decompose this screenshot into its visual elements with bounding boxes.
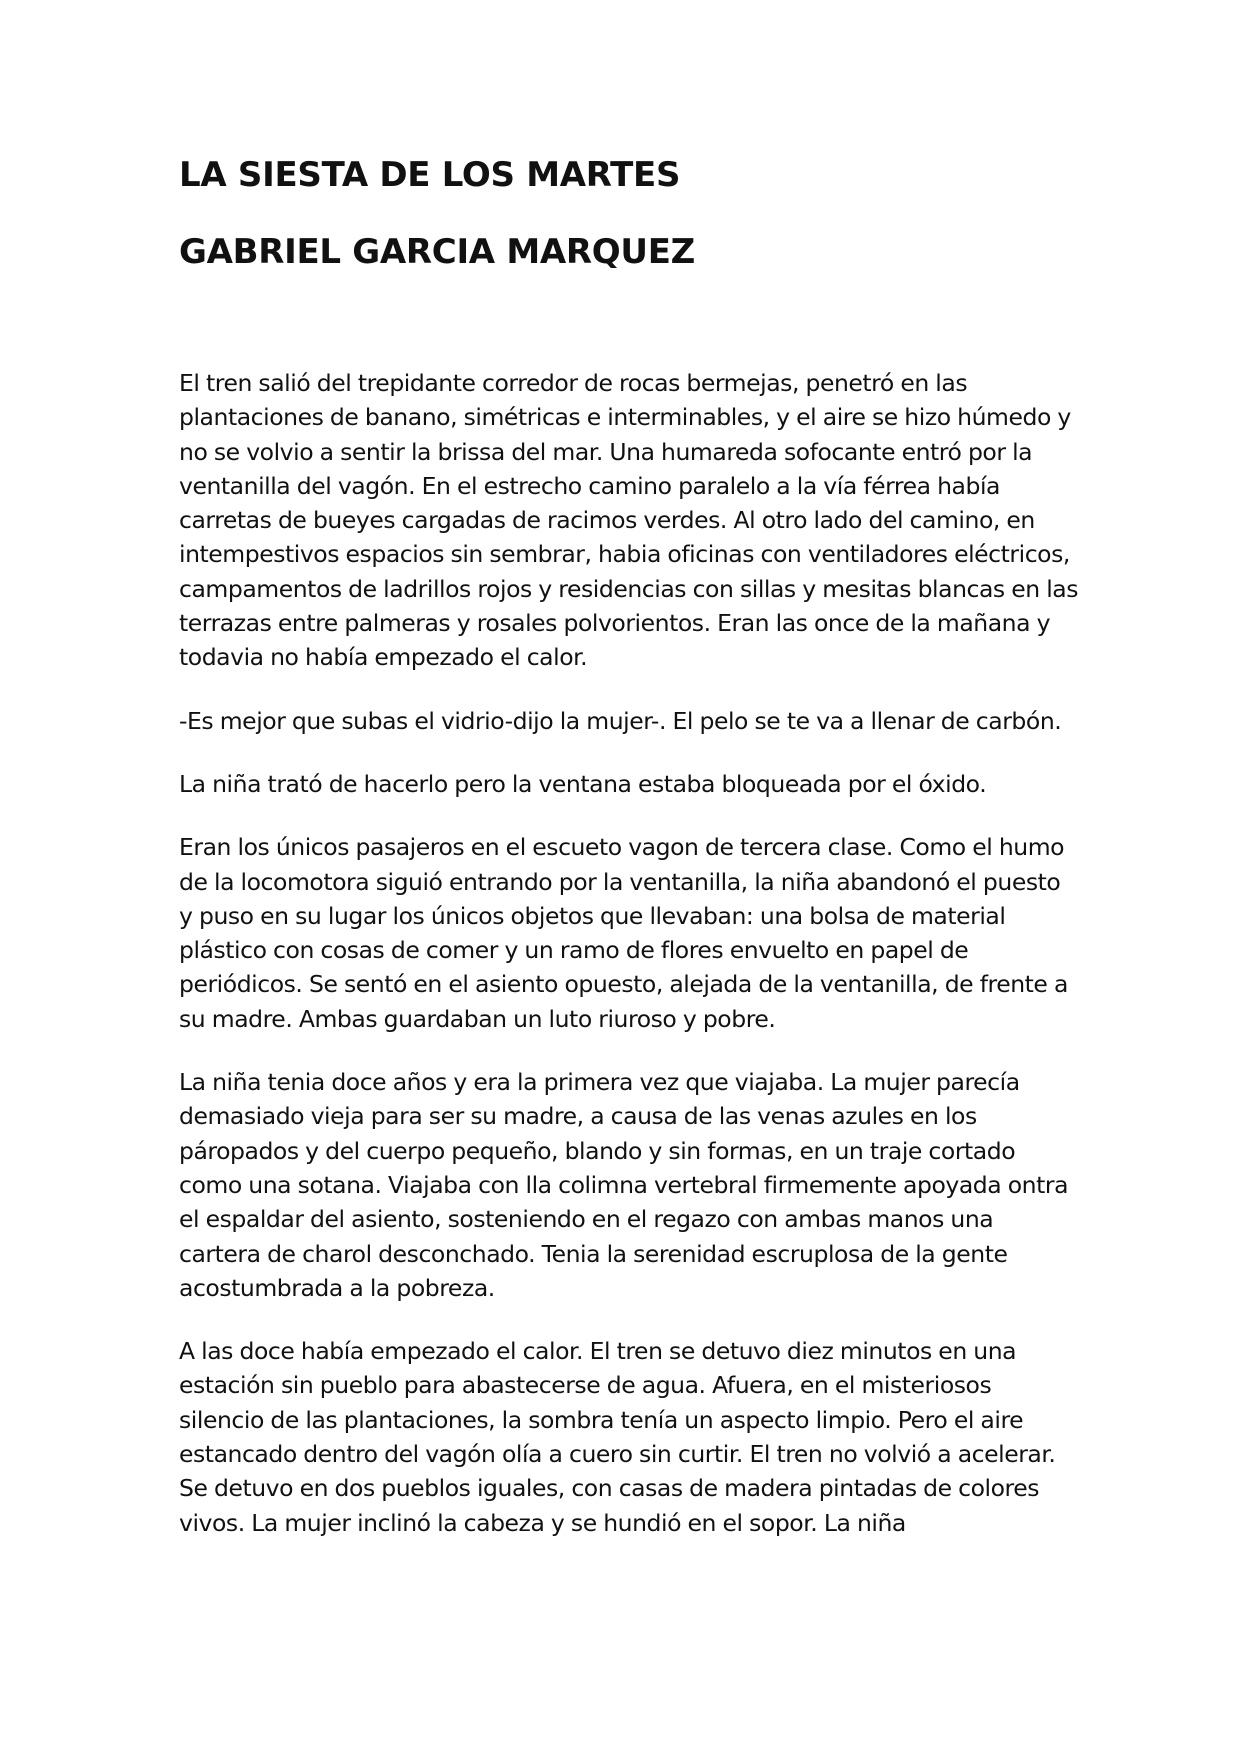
paragraph: La niña trató de hacerlo pero la ventana estaba bloqueada por el óxido. bbox=[179, 769, 987, 798]
story-title: LA SIESTA DE LOS MARTES bbox=[179, 155, 681, 195]
paragraph: La niña tenia doce años y era la primera vez que viajaba. La mujer parecía demasiado vieja para ser su madre, a causa de las venas azules en los páropados y del cuerpo pequeño, blando y sin formas, en un traje cortado como una sotana. Viajaba con lla colimna vertebral firmemente apoyada ontra el espaldar del asiento, sosteniendo en el regazo con ambas manos una cartera de charol desconchado. Tenia la serenidad escruplosa de la gente acostumbrada a la pobreza. bbox=[179, 1068, 1069, 1302]
paragraph: El tren salió del trepidante corredor de rocas bermejas, penetró en las plantaciones de banano, simétricas e interminables, y el aire se hizo húmedo y no se volvio a sentir la brissa del mar. Una humareda sofocante entró por la ventanilla del vagón. En el estrecho camino paralelo a la vía férrea había carretas de bueyes cargadas de racimos verdes. Al otro lado del camino, en intempestivos espacios sin sembrar, habia oficinas con ventiladores eléctricos, campamentos de ladrillos rojos y residencias con sillas y mesitas blancas en las terrazas entre palmeras y rosales polvorientos. Eran las once de la mañana y todavia no había empezado el calor. bbox=[179, 369, 1079, 672]
story-body bbox=[179, 366, 1079, 1569]
paragraph: -Es mejor que subas el vidrio-dijo la mujer-. El pelo se te va a llenar de carbón. bbox=[179, 706, 1062, 735]
paragraph: A las doce había empezado el calor. El tren se detuvo diez minutos en una estación sin pueblo para abastecerse de agua. Afuera, en el misteriosos silencio de las plantaciones, la sombra tenía un aspecto limpio. Pero el aire estancado dentro del vagón olía a cuero sin curtir. El tren no volvió a acelerar. Se detuvo en dos pueblos iguales, con casas de madera pintadas de colores vivos. La mujer inclinó la cabeza y se hundió en el sopor. La niña bbox=[179, 1337, 1056, 1537]
title-block bbox=[179, 150, 1079, 277]
author-name: GABRIEL GARCIA MARQUEZ bbox=[179, 232, 695, 272]
paragraph: Eran los únicos pasajeros en el escueto vagon de tercera clase. Como el humo de la locomotora siguió entrando por la ventanilla, la niña abandonó el puesto y puso en su lugar los únicos objetos que llevaban: una bolsa de material plástico con cosas de comer y un ramo de flores envuelto en papel de periódicos. Se sentó en el asiento opuesto, alejada de la ventanilla, de frente a su madre. Ambas guardaban un luto riuroso y pobre. bbox=[179, 833, 1068, 1033]
